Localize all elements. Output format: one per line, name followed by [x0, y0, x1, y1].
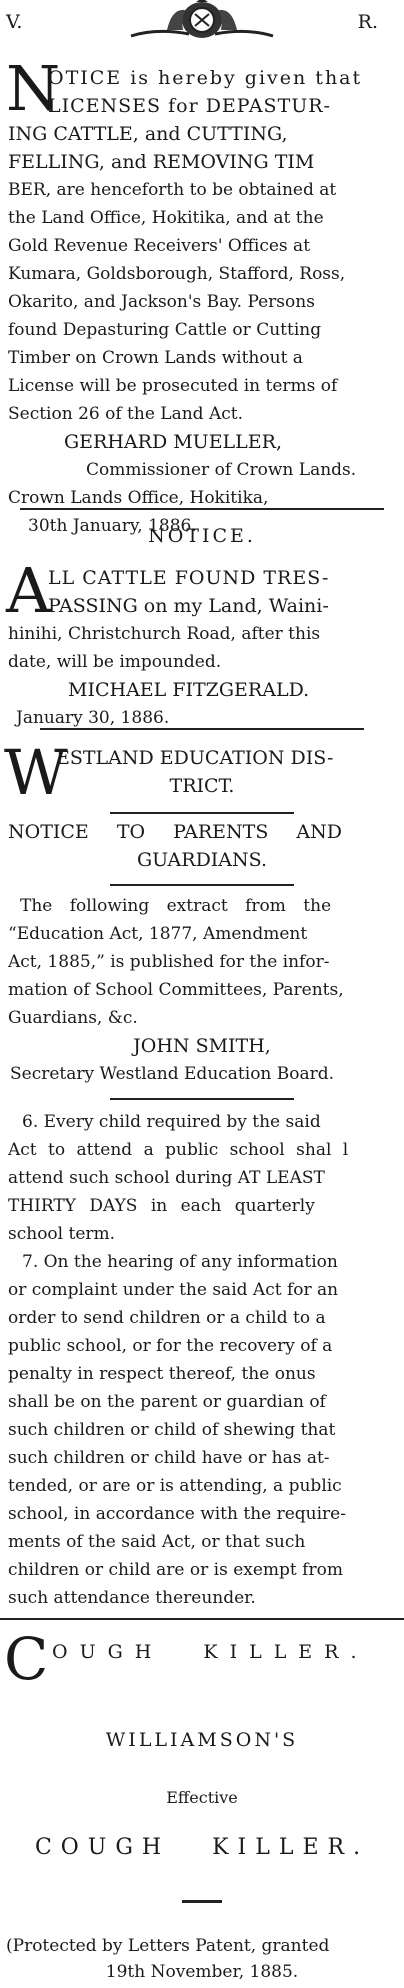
notice-cattle [0, 514, 404, 728]
licenses-line: the Land Office, Hokitika, and at the [8, 208, 324, 228]
maker-name: WILLIAMSON'S [105, 1729, 299, 1751]
cattle-line: hinihi, Christchurch Road, after this [8, 624, 321, 644]
licenses-line: ING CATTLE, and CUTTING, [8, 123, 288, 145]
intro-line: “Education Act, 1877, Amendment [8, 924, 308, 944]
separator-rule [40, 728, 364, 730]
drop-cap-n: N [6, 52, 61, 125]
licenses-line: Gold Revenue Receivers' Offices at [8, 236, 311, 256]
section6-line: attend such school during AT LEAST [8, 1168, 325, 1188]
ornamental-rule [182, 1900, 222, 1903]
licenses-line: found Depasturing Cattle or Cutting [8, 320, 322, 340]
royal-coat-of-arms-icon [127, 0, 277, 44]
section7-line: or complaint under the said Act for an [8, 1280, 339, 1300]
section6-line: THIRTY DAYS in each quarterly [8, 1196, 315, 1216]
section6-line: school term. [8, 1224, 116, 1244]
licenses-line: Kumara, Goldsborough, Stafford, Ross, [8, 264, 346, 284]
effective-label: Effective [166, 1788, 238, 1807]
intro-line: Act, 1885,” is published for the infor- [8, 952, 330, 972]
signatory-title: Secretary Westland Education Board. [10, 1064, 335, 1084]
date-line: 30th January, 1886. [28, 516, 197, 536]
separator-rule [20, 508, 384, 510]
cough-killer-ad [0, 1624, 404, 1988]
licenses-line: Okarito, and Jackson's Bay. Persons [8, 292, 315, 312]
section7-line: school, in accordance with the require- [8, 1504, 346, 1524]
section7-line: shall be on the parent or guardian of [8, 1392, 326, 1412]
intro-line: Guardians, &c. [8, 1008, 138, 1028]
separator-rule [110, 1098, 294, 1100]
separator-rule [0, 1618, 404, 1620]
licenses-line: FELLING, and REMOVING TIM [8, 151, 315, 173]
patent-line: 19th November, 1885. [105, 1962, 299, 1982]
section7-line: 7. On the hearing of any information [22, 1252, 338, 1272]
licenses-line: OTICE is hereby given that [48, 67, 363, 89]
notice-heading: NOTICE. [148, 525, 256, 547]
crest-right-letter: R. [357, 11, 378, 33]
product-name: COUGH KILLER. [34, 1835, 370, 1860]
licenses-line: BER, are henceforth to be obtained at [8, 180, 337, 200]
section7-line: such attendance thereunder. [8, 1588, 256, 1608]
drop-cap-a: A [6, 554, 51, 627]
royal-crest-header [0, 0, 404, 44]
subheading-line: GUARDIANS. [136, 849, 268, 871]
crest-left-letter: V. [6, 11, 23, 33]
section7-line: order to send children or a child to a [8, 1308, 326, 1328]
licenses-line: Timber on Crown Lands without a [8, 348, 303, 368]
drop-cap-w: W [4, 736, 68, 809]
education-title-line: TRICT. [169, 775, 235, 797]
notice-education [0, 734, 404, 1608]
signatory: MICHAEL FITZGERALD. [68, 679, 310, 701]
intro-line: The following extract from the [20, 896, 332, 916]
subheading-line: NOTICE TO PARENTS AND [8, 821, 342, 843]
cough-killer-heading: OUGH KILLER. [52, 1641, 369, 1663]
date-line: January 30, 1886. [16, 708, 170, 728]
section7-line: tended, or are or is attending, a public [8, 1476, 342, 1496]
section7-line: ments of the said Act, or that such [8, 1532, 306, 1552]
signatory: GERHARD MUELLER, [64, 431, 283, 453]
notice-licenses [0, 44, 404, 536]
section7-line: children or child are or is exempt from [8, 1560, 343, 1580]
section7-line: penalty in respect thereof, the onus [8, 1364, 316, 1384]
separator-rule [110, 884, 294, 886]
patent-line: (Protected by Letters Patent, granted [6, 1936, 330, 1956]
separator-rule [110, 812, 294, 814]
cattle-line: date, will be impounded. [8, 652, 222, 672]
section6-line: 6. Every child required by the said [22, 1112, 321, 1132]
signatory: JOHN SMITH, [133, 1035, 271, 1057]
section7-line: such children or child of shewing that [8, 1420, 336, 1440]
licenses-line: LICENSES for DEPASTUR- [48, 95, 331, 117]
cattle-line: PASSING on my Land, Waini- [48, 595, 329, 617]
licenses-line: License will be prosecuted in terms of [8, 376, 338, 396]
drop-cap-c: C [4, 1625, 49, 1693]
section7-line: such children or child have or has at- [8, 1448, 330, 1468]
intro-line: mation of School Committees, Parents, [8, 980, 344, 1000]
office-line: Crown Lands Office, Hokitika, [8, 488, 269, 508]
section7-line: public school, or for the recovery of a [8, 1336, 333, 1356]
signatory-title: Commissioner of Crown Lands. [86, 460, 357, 480]
licenses-line: Section 26 of the Land Act. [8, 404, 243, 424]
cattle-line: LL CATTLE FOUND TRES- [48, 567, 330, 589]
section6-line: Act to attend a public school shal l [8, 1140, 349, 1160]
education-title-line: ESTLAND EDUCATION DIS- [56, 747, 334, 769]
